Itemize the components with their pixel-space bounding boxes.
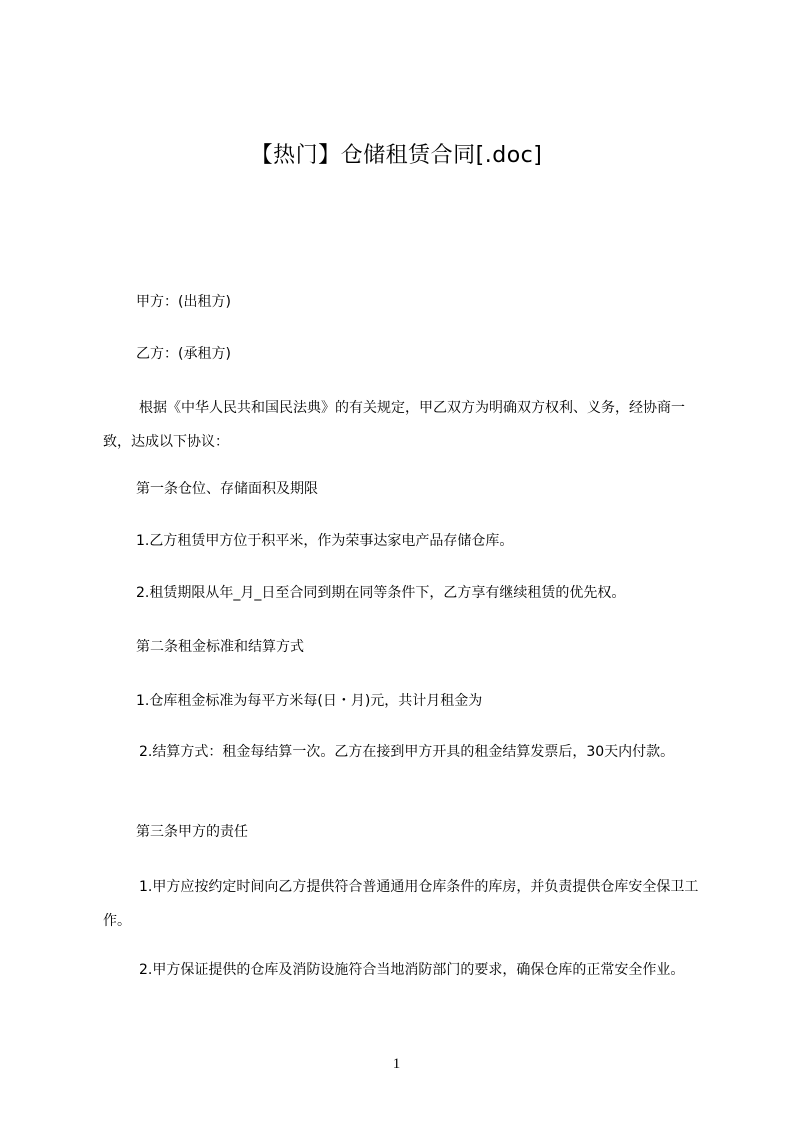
article2-heading: 第二条租金标准和结算方式 xyxy=(136,639,304,655)
article3-heading: 第三条甲方的责任 xyxy=(136,824,248,840)
article2-item2: 2.结算方式：租金每结算一次。乙方在接到甲方开具的租金结算发票后，30天内付款。 xyxy=(139,744,675,760)
page-number: 1 xyxy=(392,1056,401,1072)
article3-item1: 1.甲方应按约定时间向乙方提供符合普通通用仓库条件的库房，并负责提供仓库安全保卫工作。 xyxy=(103,879,699,929)
document-title: 【热门】仓储租赁合同[.doc] xyxy=(250,143,543,168)
party-a-line: 甲方：(出租方) xyxy=(136,294,231,310)
article1-item2: 2.租赁期限从年_月_日至合同到期在同等条件下，乙方享有继续租赁的优先权。 xyxy=(136,585,626,601)
article2-item1: 1.仓库租金标准为每平方米每(日・月)元，共计月租金为 xyxy=(136,693,483,709)
article1-item1: 1.乙方租赁甲方位于积平米，作为荣事达家电产品存储仓库。 xyxy=(136,533,514,549)
article3-item2: 2.甲方保证提供的仓库及消防设施符合当地消防部门的要求，确保仓库的正常安全作业。 xyxy=(139,962,685,978)
party-b-line: 乙方：(承租方) xyxy=(136,346,231,362)
article1-heading: 第一条仓位、存储面积及期限 xyxy=(136,481,318,497)
preamble-paragraph: 根据《中华人民共和国民法典》的有关规定，甲乙双方为明确双方权利、义务，经协商一致，达成以下协议： xyxy=(103,400,685,450)
